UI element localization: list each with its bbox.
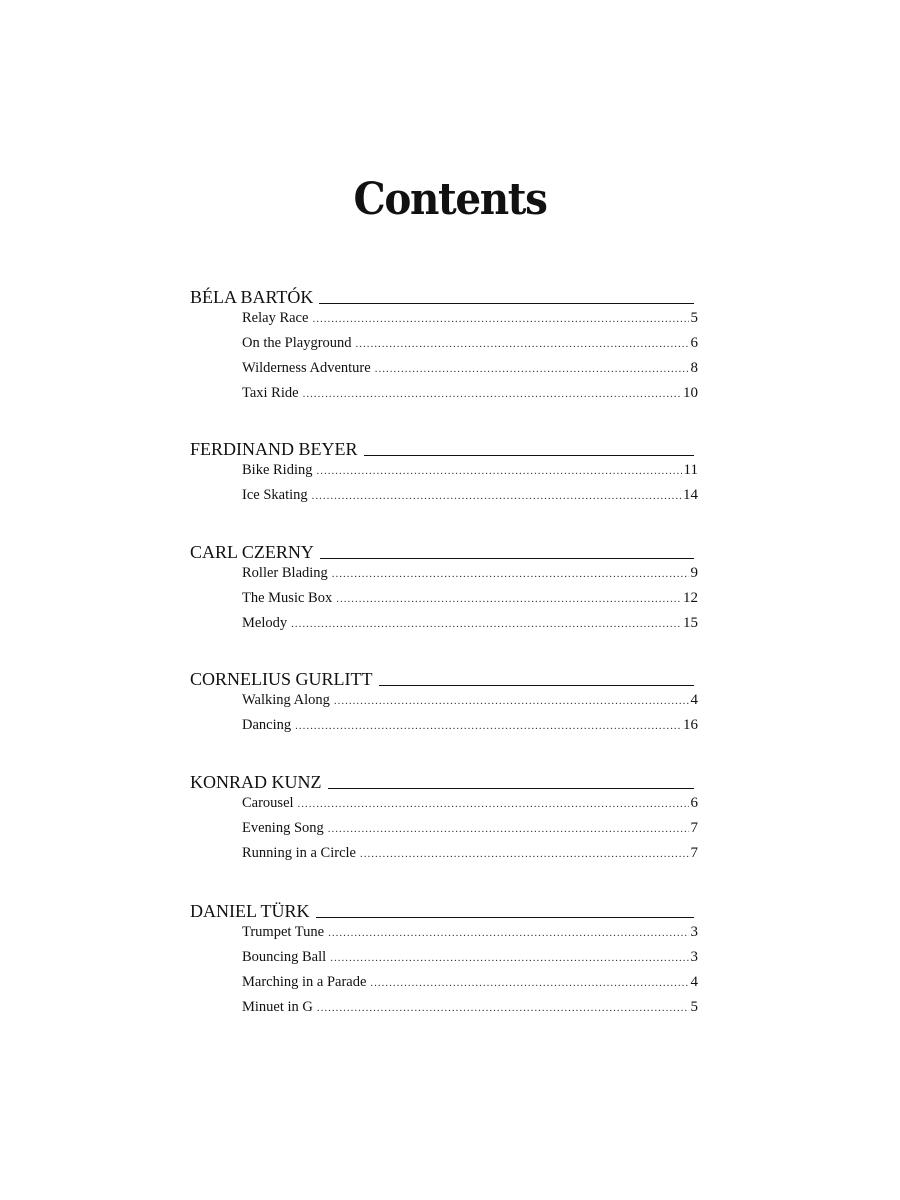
heading-rule — [364, 455, 694, 456]
page-number: 10 — [683, 385, 698, 401]
piece-title: Carousel — [242, 795, 294, 811]
dot-leader — [370, 977, 688, 989]
toc-entry[interactable] — [242, 462, 698, 487]
toc-entry[interactable] — [242, 360, 698, 385]
heading-rule — [328, 788, 695, 789]
composer-heading — [190, 436, 698, 458]
page-number: 14 — [683, 487, 698, 503]
dot-leader — [317, 465, 682, 477]
composer-name: DANIEL TÜRK — [190, 901, 310, 921]
dot-leader — [336, 593, 681, 605]
dot-leader — [312, 313, 688, 325]
piece-title: Wilderness Adventure — [242, 360, 371, 376]
piece-title: On the Playground — [242, 335, 352, 351]
page-number: 7 — [690, 820, 698, 836]
composer-name: CORNELIUS GURLITT — [190, 669, 373, 689]
piece-title: Taxi Ride — [242, 385, 299, 401]
composer-section-beyer — [190, 436, 698, 512]
piece-title: Running in a Circle — [242, 845, 356, 861]
page-number: 6 — [690, 335, 698, 351]
composer-heading — [190, 769, 698, 791]
piece-title: Evening Song — [242, 820, 324, 836]
heading-rule — [320, 558, 694, 559]
piece-title: Melody — [242, 615, 288, 631]
piece-title: Dancing — [242, 717, 292, 733]
toc-entry[interactable] — [242, 820, 698, 845]
dot-leader — [356, 338, 689, 350]
page-number: 4 — [690, 974, 698, 990]
piece-title: Walking Along — [242, 692, 330, 708]
page-number: 3 — [690, 924, 698, 940]
dot-leader — [332, 568, 689, 580]
piece-title: Ice Skating — [242, 487, 308, 503]
page-number: 15 — [683, 615, 698, 631]
toc-entry[interactable] — [242, 974, 698, 999]
toc-entry[interactable] — [242, 845, 698, 870]
toc-entry[interactable] — [242, 692, 698, 717]
page-number: 5 — [690, 999, 698, 1015]
toc-entry[interactable] — [242, 335, 698, 360]
page-number: 8 — [690, 360, 698, 376]
page-number: 7 — [690, 845, 698, 861]
page-number: 5 — [690, 310, 698, 326]
dot-leader — [303, 388, 681, 400]
composer-section-turk — [190, 898, 698, 1024]
composer-heading — [190, 898, 698, 920]
piece-title: Minuet in G — [242, 999, 313, 1015]
toc-entry[interactable] — [242, 590, 698, 615]
piece-title: Bike Riding — [242, 462, 313, 478]
composer-section-bartok — [190, 284, 698, 410]
dot-leader — [360, 848, 689, 860]
toc-entry[interactable] — [242, 924, 698, 949]
heading-rule — [319, 303, 694, 304]
composer-name: CARL CZERNY — [190, 542, 314, 562]
piece-title: Marching in a Parade — [242, 974, 367, 990]
toc-entry[interactable] — [242, 999, 698, 1024]
toc-entry[interactable] — [242, 717, 698, 742]
composer-section-kunz — [190, 769, 698, 870]
composer-name: BÉLA BARTÓK — [190, 287, 314, 307]
composer-heading — [190, 666, 698, 688]
heading-rule — [316, 917, 695, 918]
composer-heading — [190, 284, 698, 306]
toc-entry[interactable] — [242, 615, 698, 640]
dot-leader — [295, 720, 681, 732]
composer-heading — [190, 539, 698, 561]
dot-leader — [298, 798, 689, 810]
dot-leader — [328, 927, 688, 939]
piece-title: Roller Blading — [242, 565, 328, 581]
toc-entry[interactable] — [242, 487, 698, 512]
dot-leader — [291, 618, 681, 630]
toc-entry[interactable] — [242, 565, 698, 590]
dot-leader — [375, 363, 689, 375]
composer-name: FERDINAND BEYER — [190, 439, 358, 459]
page-number: 16 — [683, 717, 698, 733]
composer-section-czerny — [190, 539, 698, 640]
toc-entry[interactable] — [242, 949, 698, 974]
dot-leader — [317, 1002, 689, 1014]
dot-leader — [328, 823, 689, 835]
piece-title: The Music Box — [242, 590, 333, 606]
piece-title: Bouncing Ball — [242, 949, 327, 965]
piece-title: Trumpet Tune — [242, 924, 325, 940]
dot-leader — [334, 695, 689, 707]
heading-rule — [379, 685, 695, 686]
page-number: 12 — [683, 590, 698, 606]
page-number: 11 — [683, 462, 698, 478]
page-number: 3 — [690, 949, 698, 965]
composer-section-gurlitt — [190, 666, 698, 742]
dot-leader — [312, 490, 681, 502]
page-title: Contents — [353, 174, 547, 225]
toc-entry[interactable] — [242, 795, 698, 820]
page-number: 9 — [690, 565, 698, 581]
composer-name: KONRAD KUNZ — [190, 772, 322, 792]
toc-entry[interactable] — [242, 310, 698, 335]
piece-title: Relay Race — [242, 310, 309, 326]
page-number: 6 — [690, 795, 698, 811]
dot-leader — [330, 952, 688, 964]
page-number: 4 — [690, 692, 698, 708]
toc-entry[interactable] — [242, 385, 698, 410]
